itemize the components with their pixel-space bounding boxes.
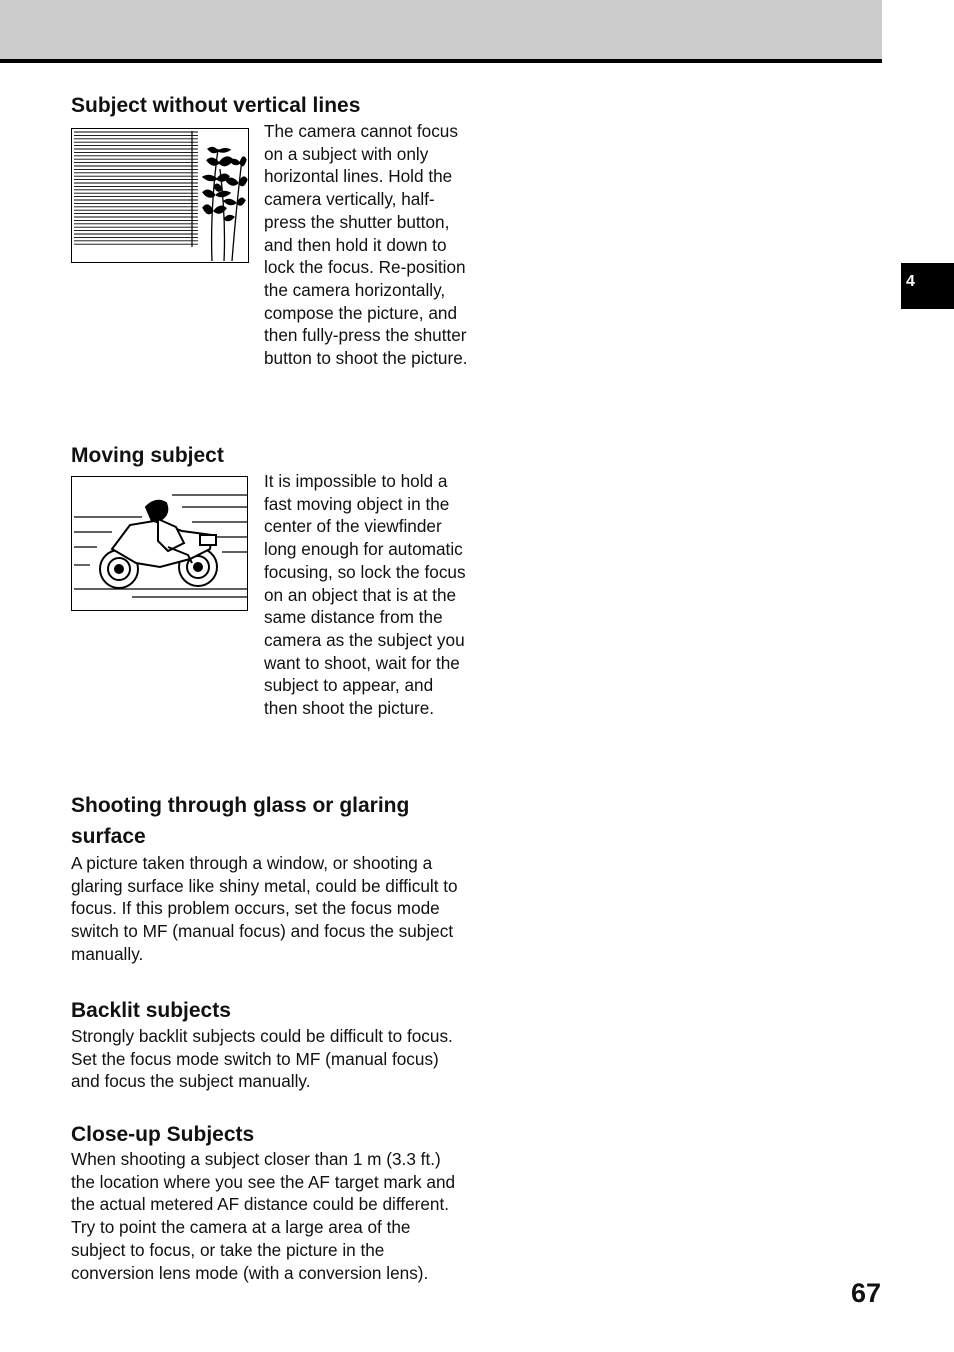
motorcycle-rider-illustration (71, 476, 248, 611)
section-body-vertical-lines: The camera cannot focus on a subject with only horizontal lines. Hold the camera vertically, half-press the shutter button, and then hold it down to lock the focus. Re-position the camera horizontally, compose the picture, and then fully-press the shutter button to shoot the picture. (264, 121, 468, 369)
chapter-tab: 4 (901, 263, 954, 309)
horizontal-lines-plant-illustration (71, 128, 249, 263)
section-heading-moving-subject: Moving subject (71, 444, 224, 467)
section-heading-glass-surface: Shooting through glass or glaring surface (71, 794, 410, 848)
section-heading-backlit: Backlit subjects (71, 999, 231, 1022)
section-body-glass-surface: A picture taken through a window, or shooting a glaring surface like shiny metal, could be difficult to focus. If this problem occurs, set the focus mode switch to MF (manual focus) and focus the subject manually. (71, 853, 458, 964)
section-body-backlit: Strongly backlit subjects could be difficult to focus. Set the focus mode switch to MF (manual focus) and focus the subject manually. (71, 1026, 453, 1092)
page-number: 67 (851, 1278, 882, 1308)
header-rule (0, 59, 882, 63)
section-heading-close-up: Close-up Subjects (71, 1123, 255, 1146)
section-heading-vertical-lines: Subject without vertical lines (71, 94, 361, 117)
section-body-moving-subject: It is impossible to hold a fast moving object in the center of the viewfinder long enough for automatic focusing, so lock the focus on an object that is at the same distance from the camera as the subject you want to shoot, wait for the subject to appear, and then shoot the picture. (264, 471, 466, 719)
section-body-close-up: When shooting a subject closer than 1 m (3.3 ft.) the location where you see the AF target mark and the actual metered AF distance could be different. Try to point the camera at a large area of the subject to focus, or take the picture in the conversion lens mode (with a conversion lens). (71, 1149, 456, 1283)
header-band (0, 0, 882, 60)
